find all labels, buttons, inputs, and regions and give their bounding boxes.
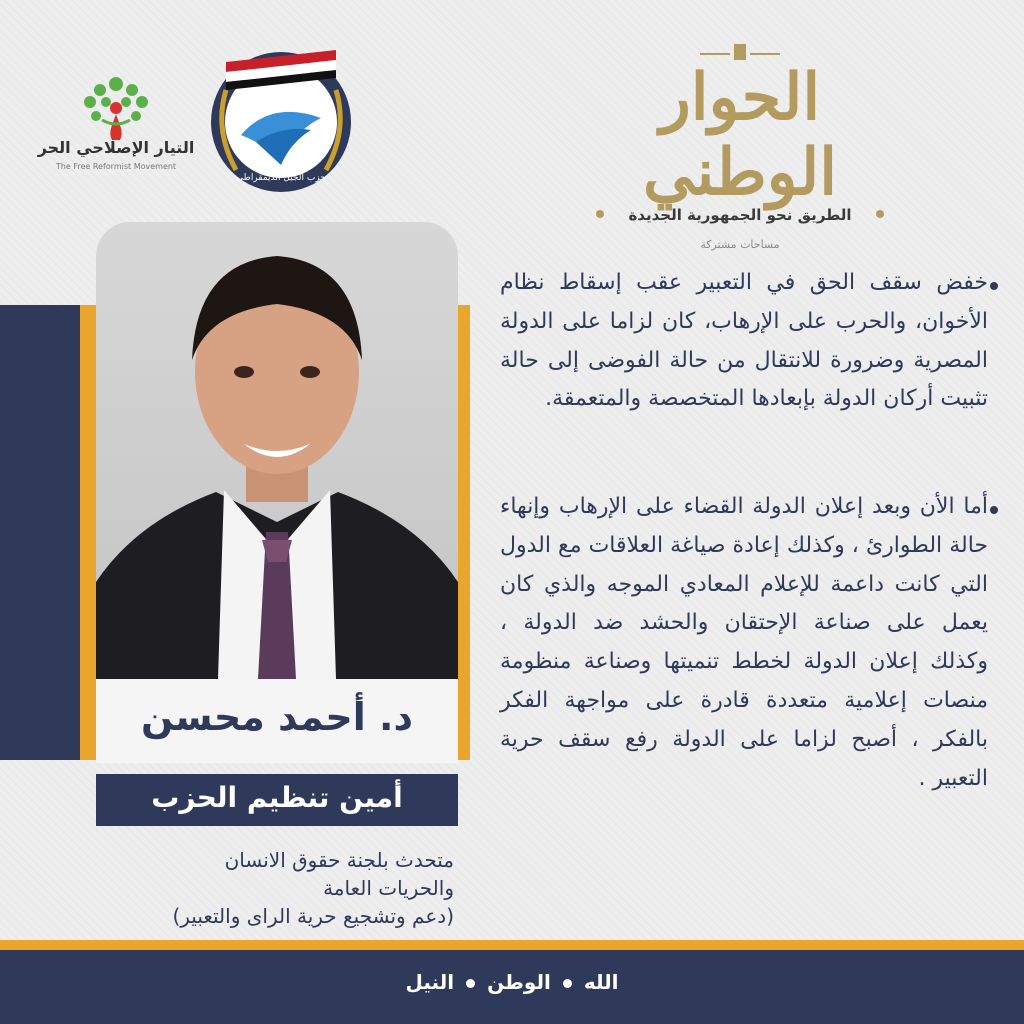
- paragraph-1: خفض سقف الحق في التعبير عقب إسقاط نظام الأخوان، والحرب على الإرهاب، كان لزاما على الدولة المصرية وضرورة للانتقال من حالة الفوضى إلى حالة تثبيت أركان الدولة بإبعادها المتخصصة والمتعمقة.: [500, 270, 988, 412]
- gold-stripe-left: [80, 305, 96, 760]
- tayar-name-arabic: التيار الإصلاحي الحر: [37, 138, 195, 157]
- slogan-dot: [466, 979, 475, 988]
- person-name: د. أحمد محسن: [140, 695, 413, 739]
- national-dialogue-title: الحوار الوطني: [643, 60, 837, 210]
- person-role-line-2: والحريات العامة: [323, 876, 454, 900]
- bullet-1: [990, 282, 998, 290]
- tayar-name-english: The Free Reformist Movement: [55, 162, 177, 171]
- slogan-word-2: الوطن: [487, 970, 551, 994]
- person-role-line-1: متحدث بلجنة حقوق الانسان: [224, 848, 454, 872]
- gold-stripe-right: [458, 305, 470, 760]
- national-dialogue-subtitle: الطريق نحو الجمهورية الجديدة: [628, 206, 852, 224]
- person-role-line-3: (دعم وتشجيع حرية الراى والتعبير): [172, 904, 454, 928]
- person-photo: [96, 222, 458, 679]
- slogan-word-1: الله: [583, 970, 619, 994]
- slogan-dot: [563, 979, 572, 988]
- slogan-word-3: النيل: [405, 970, 455, 994]
- party-name-text: حزب الجيل الديمقراطي: [236, 173, 326, 183]
- footer-gold-line: [0, 940, 1024, 950]
- national-dialogue-tagline: مساحات مشتركة: [700, 238, 780, 251]
- person-title: أمين تنظيم الحزب: [151, 781, 403, 814]
- paragraph-2: أما الأن وبعد إعلان الدولة القضاء على الإرهاب وإنهاء حالة الطوارئ ، وكذلك إعادة صياغة العلاقات مع الدول التي كانت داعمة للإعلام المعادي الموجه والذي كان يعمل على صناعة الإحتقان والحشد ضد الدولة ، وكذلك إعلان الدولة لخطط تنميتها وصناعة منظومة منصات إعلامية متعددة قادرة على مواجهة الفكر بالفكر ، أصبح لزاما على الدولة رفع سقف حرية التعبير .: [500, 494, 988, 791]
- footer-slogan: [0, 970, 1024, 994]
- party-emblem-logo: [196, 30, 366, 200]
- bullet-2: [990, 506, 998, 514]
- navy-decoration: [0, 305, 80, 760]
